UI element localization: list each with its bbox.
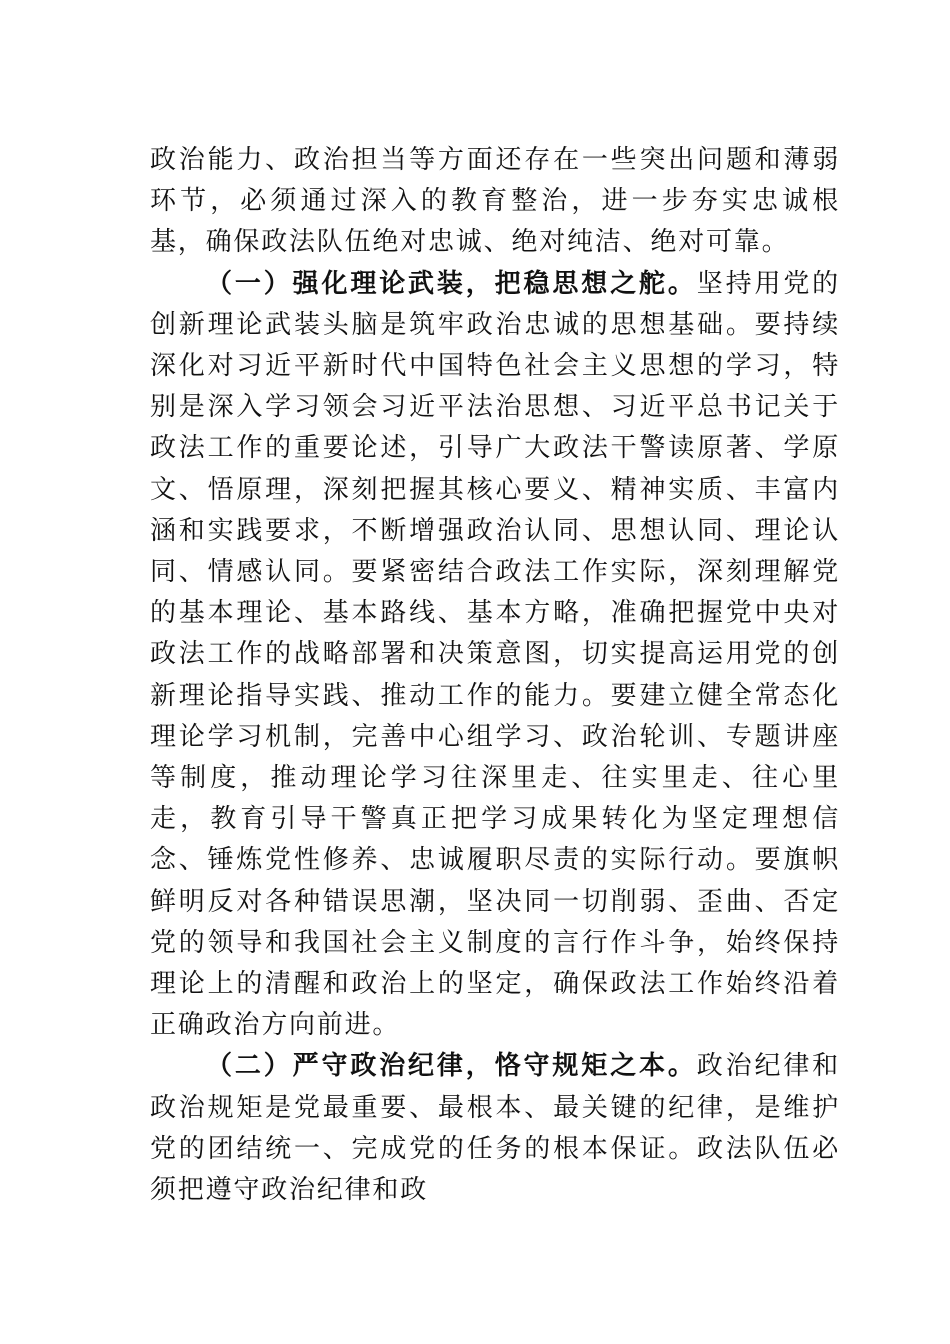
paragraph-text: 政治能力、政治担当等方面还存在一些突出问题和薄弱环节，必须通过深入的教育整治，进一步夯实忠诚根基，确保政法队伍绝对忠诚、绝对纯洁、绝对可靠。 — [150, 145, 840, 258]
paragraph-text: 坚持用党的创新理论武装头脑是筑牢政治忠诚的思想基础。要持续深化对习近平新时代中国特色社会主义思想的学习，特别是深入学习领会习近平法治思想、习近平总书记关于政法工作的重要论述，引导广大政法干警读原著、学原文、悟原理，深刻把握其核心要义、精神实质、丰富内涵和实践要求，不断增强政治认同、思想认同、理论认同、情感认同。要紧密结合政法工作实际，深刻理解党的基本理论、基本路线、基本方略，准确把握党中央对政法工作的战略部署和决策意图，切实提高运用党的创新理论指导实践、推动工作的能力。要建立健全常态化理论学习机制，完善中心组学习、政治轮训、专题讲座等制度，推动理论学习往深里走、往实里走、往心里走，教育引导干警真正把学习成果转化为坚定理想信念、锤炼党性修养、忠诚履职尽责的实际行动。要旗帜鲜明反对各种错误思潮，坚决同一切削弱、歪曲、否定党的领导和我国社会主义制度的言行作斗争，始终保持理论上的清醒和政治上的坚定，确保政法工作始终沿着正确政治方向前进。 — [150, 268, 840, 1041]
paragraph-continuation — [150, 140, 840, 264]
paragraph-section-1 — [150, 264, 840, 1047]
section-heading: （二）严守政治纪律，恪守规矩之本。 — [206, 1051, 697, 1082]
document-body — [150, 140, 840, 1211]
paragraph-text: 政治纪律和政治规矩是党最重要、最根本、最关键的纪律，是维护党的团结统一、完成党的任务的根本保证。政法队伍必须把遵守政治纪律和政 — [150, 1051, 840, 1206]
paragraph-section-2 — [150, 1046, 840, 1211]
section-heading: （一）强化理论武装，把稳思想之舵。 — [206, 268, 697, 299]
